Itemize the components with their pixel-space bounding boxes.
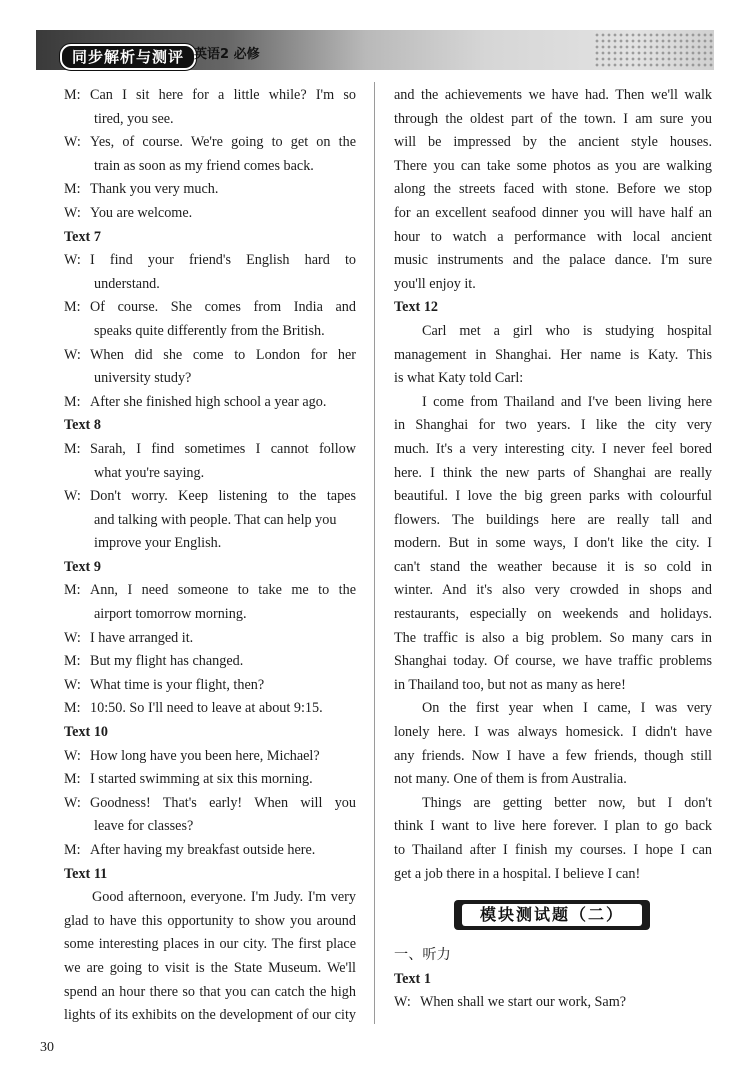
line-text: 10:50. So I'll need to leave at about 9:15. — [90, 700, 323, 717]
speaker-label: W: — [64, 676, 81, 693]
line-text: modern. But in some ways, I don't like the city. I — [394, 535, 712, 552]
line-text: get a job there in a hospital. I believe I can! — [394, 865, 641, 882]
paragraph-first-line — [394, 391, 712, 415]
speaker-label: W: — [64, 488, 81, 505]
text-line — [394, 367, 712, 391]
speaker-label: M: — [64, 299, 81, 316]
dialogue-line — [64, 579, 356, 603]
line-text: Thank you very much. — [90, 181, 219, 198]
paragraph-line — [394, 108, 712, 132]
line-text: Text 8 — [64, 417, 101, 434]
dialogue-continuation — [64, 108, 356, 132]
line-text: leave for classes? — [94, 818, 194, 835]
dialogue-continuation — [64, 603, 356, 627]
paragraph-first-line — [64, 886, 356, 910]
dialogue-line — [64, 839, 356, 863]
line-text: Don't worry. Keep listening to the tapes — [90, 488, 356, 505]
dialogue-line — [64, 485, 356, 509]
line-text: in Thailand too, but not as many as here! — [394, 676, 626, 693]
dialogue-line — [64, 391, 356, 415]
paragraph-first-line — [394, 792, 712, 816]
line-text: Sarah, I find sometimes I cannot follow — [90, 440, 356, 457]
speaker-label: W: — [64, 252, 81, 269]
dialogue-continuation — [64, 273, 356, 297]
text-label — [64, 721, 356, 745]
paragraph-line — [64, 1004, 356, 1028]
line-text: After having my breakfast outside here. — [90, 842, 316, 858]
line-text: There you can take some photos as you are walking — [394, 157, 712, 174]
dialogue-line — [64, 249, 356, 273]
header-dot-pattern — [594, 32, 714, 68]
paragraph-line — [394, 155, 712, 179]
paragraph-line — [394, 839, 712, 863]
line-text: Goodness! That's early! When will you — [90, 794, 356, 811]
paragraph-first-line — [394, 697, 712, 721]
line-text: any friends. Now I have a few friends, though still — [394, 747, 712, 764]
line-text: tired, you see. — [94, 110, 174, 127]
paragraph-line — [394, 556, 712, 580]
speaker-label: W: — [64, 204, 81, 221]
dialogue-line — [64, 438, 356, 462]
left-column — [64, 84, 356, 1028]
dialogue-line — [64, 745, 356, 769]
text-line — [394, 273, 712, 297]
line-text: After she finished high school a year ago. — [90, 393, 327, 410]
speaker-label: M: — [64, 87, 81, 103]
speaker-label: M: — [64, 771, 81, 788]
line-text: and talking with people. That can help you — [94, 511, 337, 528]
line-text: some interesting places in our city. The first place — [64, 936, 356, 953]
paragraph-line — [394, 532, 712, 556]
paragraph-line — [394, 344, 712, 368]
dialogue-continuation — [64, 462, 356, 486]
dialogue-line — [64, 697, 356, 721]
line-text: music instruments and the palace dance. I'm sure — [394, 252, 712, 269]
line-text: 一、听力 — [394, 947, 451, 964]
line-text: lights of its exhibits on the development of our city — [64, 1007, 356, 1024]
paragraph-line — [394, 462, 712, 486]
line-text: speaks quite differently from the British. — [94, 322, 325, 339]
text-label — [394, 968, 712, 992]
paragraph-line — [394, 509, 712, 533]
line-text: Can I sit here for a little while? I'm so — [90, 87, 356, 103]
speaker-label: M: — [64, 653, 81, 670]
line-text: through the oldest part of the town. I am sure you — [394, 110, 712, 127]
paragraph-line — [64, 981, 356, 1005]
paragraph-line — [64, 933, 356, 957]
paragraph-line — [394, 579, 712, 603]
line-text: I have arranged it. — [90, 629, 194, 646]
line-text: and the achievements we have had. Then we'll walk — [394, 87, 712, 103]
paragraph-line — [394, 485, 712, 509]
dialogue-line — [64, 84, 356, 108]
dialogue-line — [64, 627, 356, 651]
text-line — [394, 944, 712, 968]
line-text: restaurants, especially on weekends and holidays. — [394, 606, 712, 623]
line-text: beautiful. I love the big green parks with colourful — [394, 488, 712, 505]
line-text: flowers. The buildings here are really tall and — [394, 511, 712, 528]
line-text: Text 11 — [64, 865, 108, 882]
speaker-label: M: — [64, 582, 81, 599]
line-text: much. It's a very interesting city. I never feel bored — [394, 440, 712, 457]
dialogue-line — [394, 991, 712, 1015]
line-text: understand. — [94, 275, 160, 292]
line-text: we are going to visit is the State Museum. We'll — [64, 959, 356, 976]
dialogue-continuation — [64, 815, 356, 839]
line-text: What time is your flight, then? — [90, 676, 265, 693]
text-label — [64, 556, 356, 580]
line-text: Good afternoon, everyone. I'm Judy. I'm very — [92, 889, 356, 906]
line-text: to Thailand after I finish my courses. I hope I can — [394, 842, 712, 858]
paragraph-line — [394, 721, 712, 745]
text-line — [394, 674, 712, 698]
line-text: management in Shanghai. Her name is Katy. This — [394, 346, 712, 363]
paragraph-first-line — [394, 320, 712, 344]
line-text: train as soon as my friend comes back. — [94, 157, 314, 174]
paragraph-line — [64, 910, 356, 934]
line-text: university study? — [94, 370, 192, 387]
line-text: airport tomorrow morning. — [94, 606, 247, 623]
dialogue-line — [64, 296, 356, 320]
line-text: improve your English. — [94, 535, 222, 552]
dialogue-line — [64, 674, 356, 698]
book-subtitle: 英语2 必修 — [194, 47, 260, 62]
line-text: hour to watch a performance with local ancient — [394, 228, 712, 245]
text-label — [64, 863, 356, 887]
paragraph-line — [394, 815, 712, 839]
line-text: spend an hour there so that you can catch the high — [64, 983, 356, 1000]
right-column — [394, 84, 712, 1015]
line-text: I find your friend's English hard to — [90, 252, 356, 269]
dialogue-line — [64, 650, 356, 674]
line-text: you'll enjoy it. — [394, 275, 476, 292]
book-title: 同步解析与测评 — [60, 44, 196, 70]
line-text: in Shanghai for two years. I like the city very — [394, 417, 712, 434]
line-text: Text 12 — [394, 299, 439, 316]
line-text: is what Katy told Carl: — [394, 370, 524, 387]
line-text: not many. One of them is from Australia. — [394, 771, 627, 788]
text-label — [394, 296, 712, 320]
speaker-label: M: — [64, 181, 81, 198]
page-number: 30 — [40, 1040, 54, 1055]
dialogue-continuation — [64, 155, 356, 179]
speaker-label: M: — [64, 440, 81, 457]
dialogue-line — [64, 768, 356, 792]
speaker-label: M: — [64, 842, 81, 858]
line-text: When did she come to London for her — [90, 346, 356, 363]
line-text: glad to have this opportunity to show you around — [64, 912, 356, 929]
paragraph-line — [64, 957, 356, 981]
line-text: for an excellent seafood dinner you will have half an — [394, 204, 712, 221]
line-text: The traffic is also a big problem. So many cars in — [394, 629, 712, 646]
line-text: Things are getting better now, but I don't — [422, 794, 712, 811]
line-text: On the first year when I came, I was very — [422, 700, 712, 717]
line-text: But my flight has changed. — [90, 653, 244, 670]
line-text: Text 1 — [394, 970, 431, 987]
paragraph-line — [394, 131, 712, 155]
paragraph-line — [394, 650, 712, 674]
dialogue-continuation — [64, 367, 356, 391]
dialogue-line — [64, 202, 356, 226]
line-text: I come from Thailand and I've been living here — [422, 393, 712, 410]
paragraph-line — [394, 603, 712, 627]
text-line — [394, 863, 712, 887]
dialogue-line — [64, 131, 356, 155]
dialogue-line — [64, 178, 356, 202]
paragraph-line — [394, 438, 712, 462]
line-text: Text 9 — [64, 558, 101, 575]
paragraph-line — [394, 249, 712, 273]
line-text: You are welcome. — [90, 204, 193, 221]
section-banner — [454, 900, 650, 930]
paragraph-line — [394, 226, 712, 250]
line-text: think I want to live here forever. I plan to go back — [394, 818, 712, 835]
line-text: winter. And it's also very crowded in shops and — [394, 582, 712, 599]
paragraph-line — [394, 414, 712, 438]
speaker-label: W: — [64, 794, 81, 811]
line-text: I started swimming at six this morning. — [90, 771, 313, 788]
speaker-label: W: — [64, 134, 81, 151]
speaker-label: W: — [64, 629, 81, 646]
dialogue-continuation — [64, 320, 356, 344]
dialogue-line — [64, 344, 356, 368]
line-text: will be impressed by the ancient style houses. — [394, 134, 712, 151]
line-text: here. I think the new parts of Shanghai are really — [394, 464, 712, 481]
speaker-label: W: — [64, 346, 81, 363]
text-label — [64, 414, 356, 438]
section-banner-label: 模块测试题（二） — [462, 904, 642, 926]
line-text: can't stand the weather because it is so cold in — [394, 558, 712, 575]
line-text: Text 7 — [64, 228, 101, 245]
speaker-label: M: — [64, 700, 81, 717]
line-text: along the streets faced with stone. Before we stop — [394, 181, 712, 198]
paragraph-line — [394, 178, 712, 202]
line-text: Text 10 — [64, 724, 109, 741]
dialogue-continuation — [64, 509, 356, 533]
speaker-label: M: — [64, 393, 81, 410]
speaker-label: W: — [64, 747, 81, 764]
line-text: Shanghai today. Of course, we have traffic problems — [394, 653, 712, 670]
line-text: Ann, I need someone to take me to the — [90, 582, 356, 599]
line-text: Carl met a girl who is studying hospital — [422, 322, 712, 339]
paragraph-line — [394, 84, 712, 108]
line-text: When shall we start our work, Sam? — [420, 994, 627, 1011]
line-text: lonely here. I was always homesick. I didn't have — [394, 724, 712, 741]
paragraph-line — [394, 202, 712, 226]
text-label — [64, 226, 356, 250]
paragraph-line — [394, 627, 712, 651]
dialogue-line — [64, 792, 356, 816]
dialogue-continuation — [64, 532, 356, 556]
text-line — [394, 768, 712, 792]
column-divider — [374, 82, 375, 1024]
line-text: Yes, of course. We're going to get on the — [90, 134, 356, 151]
speaker-label: W: — [394, 994, 411, 1011]
line-text: How long have you been here, Michael? — [90, 747, 320, 764]
line-text: what you're saying. — [94, 464, 205, 481]
paragraph-line — [394, 745, 712, 769]
line-text: Of course. She comes from India and — [90, 299, 356, 316]
